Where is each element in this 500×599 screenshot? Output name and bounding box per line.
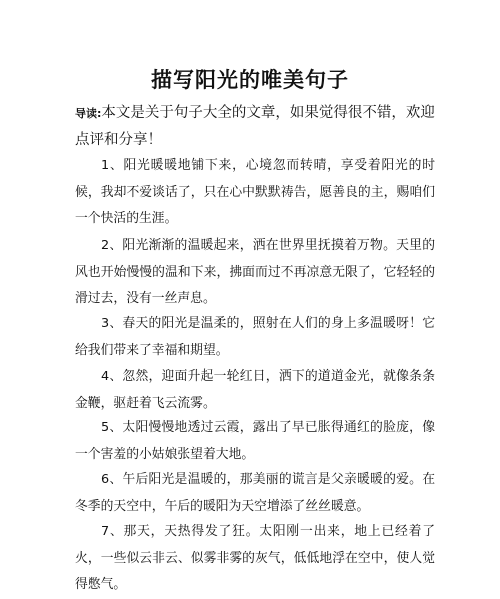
paragraph-5	[75, 415, 435, 468]
paragraph-text: 5、太阳慢慢地透过云霞，露出了早已胀得通红的脸庞，像一个害羞的小姑娘张望着大地。	[75, 420, 435, 462]
paragraph-3	[75, 311, 435, 364]
paragraph-4	[75, 364, 435, 417]
paragraph-2	[75, 233, 435, 313]
paragraph-text: 6、午后阳光是温暖的，那美丽的谎言是父亲暖暖的爱。在冬季的天空中，午后的暖阳为天空增添了丝丝暖意。	[75, 472, 435, 514]
paragraph-text: 4、忽然，迎面升起一轮红日，洒下的道道金光，就像条条金鞭，驱赶着飞云流雾。	[75, 369, 435, 411]
intro-label: 导读:	[75, 107, 102, 120]
paragraph-text: 3、春天的阳光是温柔的，照射在人们的身上多温暖呀！它给我们带来了幸福和期望。	[75, 316, 435, 358]
intro-block	[75, 100, 435, 153]
paragraph-7	[75, 519, 435, 599]
paragraph-text: 2、阳光渐渐的温暖起来，洒在世界里抚摸着万物。天里的风也开始慢慢的温和下来，拂面而过不再凉意无限了，它轻轻的滑过去，没有一丝声息。	[75, 238, 435, 306]
intro-text: 本文是关于句子大全的文章，如果觉得很不错，欢迎点评和分享！	[75, 105, 435, 148]
paragraph-text: 7、那天，天热得发了狂。太阳刚一出来，地上已经着了火，一些似云非云、似雾非雾的灰气，低低地浮在空中，使人觉得憋气。	[75, 524, 435, 592]
paragraph-6	[75, 467, 435, 520]
article-title: 描写阳光的唯美句子	[151, 68, 349, 92]
paragraph-1	[75, 153, 435, 233]
paragraph-text: 1、阳光暖暖地铺下来，心境忽而转晴，享受着阳光的时候，我却不爱谈话了，只在心中默默祷告，愿善良的主，赐咱们一个快活的生涯。	[75, 158, 435, 226]
